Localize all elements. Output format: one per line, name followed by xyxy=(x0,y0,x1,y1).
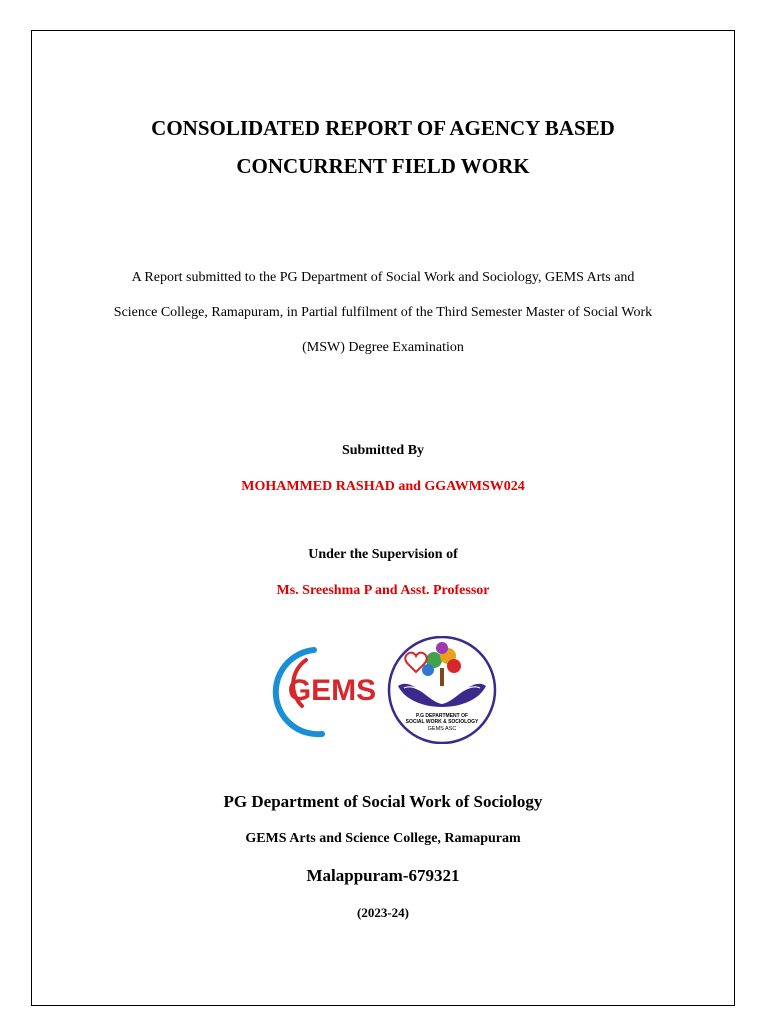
gems-logo xyxy=(264,638,382,742)
college-name: GEMS Arts and Science College, Ramapuram xyxy=(245,831,521,846)
academic-year: (2023-24) xyxy=(357,905,409,920)
report-description-line-2: Science College, Ramapuram, in Partial fulfilment of the Third Semester Master of Social Work xyxy=(113,305,653,320)
department-logo xyxy=(389,637,495,743)
submitted-by-label: Submitted By xyxy=(341,443,425,458)
report-title-line-2: CONCURRENT FIELD WORK xyxy=(236,154,530,178)
gems-logo-text: GEMS xyxy=(287,674,377,707)
logos-row xyxy=(262,636,502,744)
department-logo-text-2: SOCIAL WORK & SOCIOLOGY xyxy=(405,719,479,725)
logos-svg xyxy=(262,636,502,744)
student-name: MOHAMMED RASHAD and GGAWMSW024 xyxy=(241,479,525,494)
department-logo-text-3: GEMS ASC xyxy=(427,726,457,732)
department-name: PG Department of Social Work of Sociology xyxy=(223,792,543,811)
supervision-label: Under the Supervision of xyxy=(308,547,458,562)
report-title-line-1: CONSOLIDATED REPORT OF AGENCY BASED xyxy=(151,116,615,140)
report-description-line-1: A Report submitted to the PG Department of Social Work and Sociology, GEMS Arts and xyxy=(131,270,635,285)
report-description-line-3: (MSW) Degree Examination xyxy=(302,340,464,355)
department-logo-text-1: P.G DEPARTMENT OF xyxy=(415,713,469,719)
supervisor-name: Ms. Sreeshma P and Asst. Professor xyxy=(276,583,490,598)
city-pincode: Malappuram-679321 xyxy=(306,866,460,885)
